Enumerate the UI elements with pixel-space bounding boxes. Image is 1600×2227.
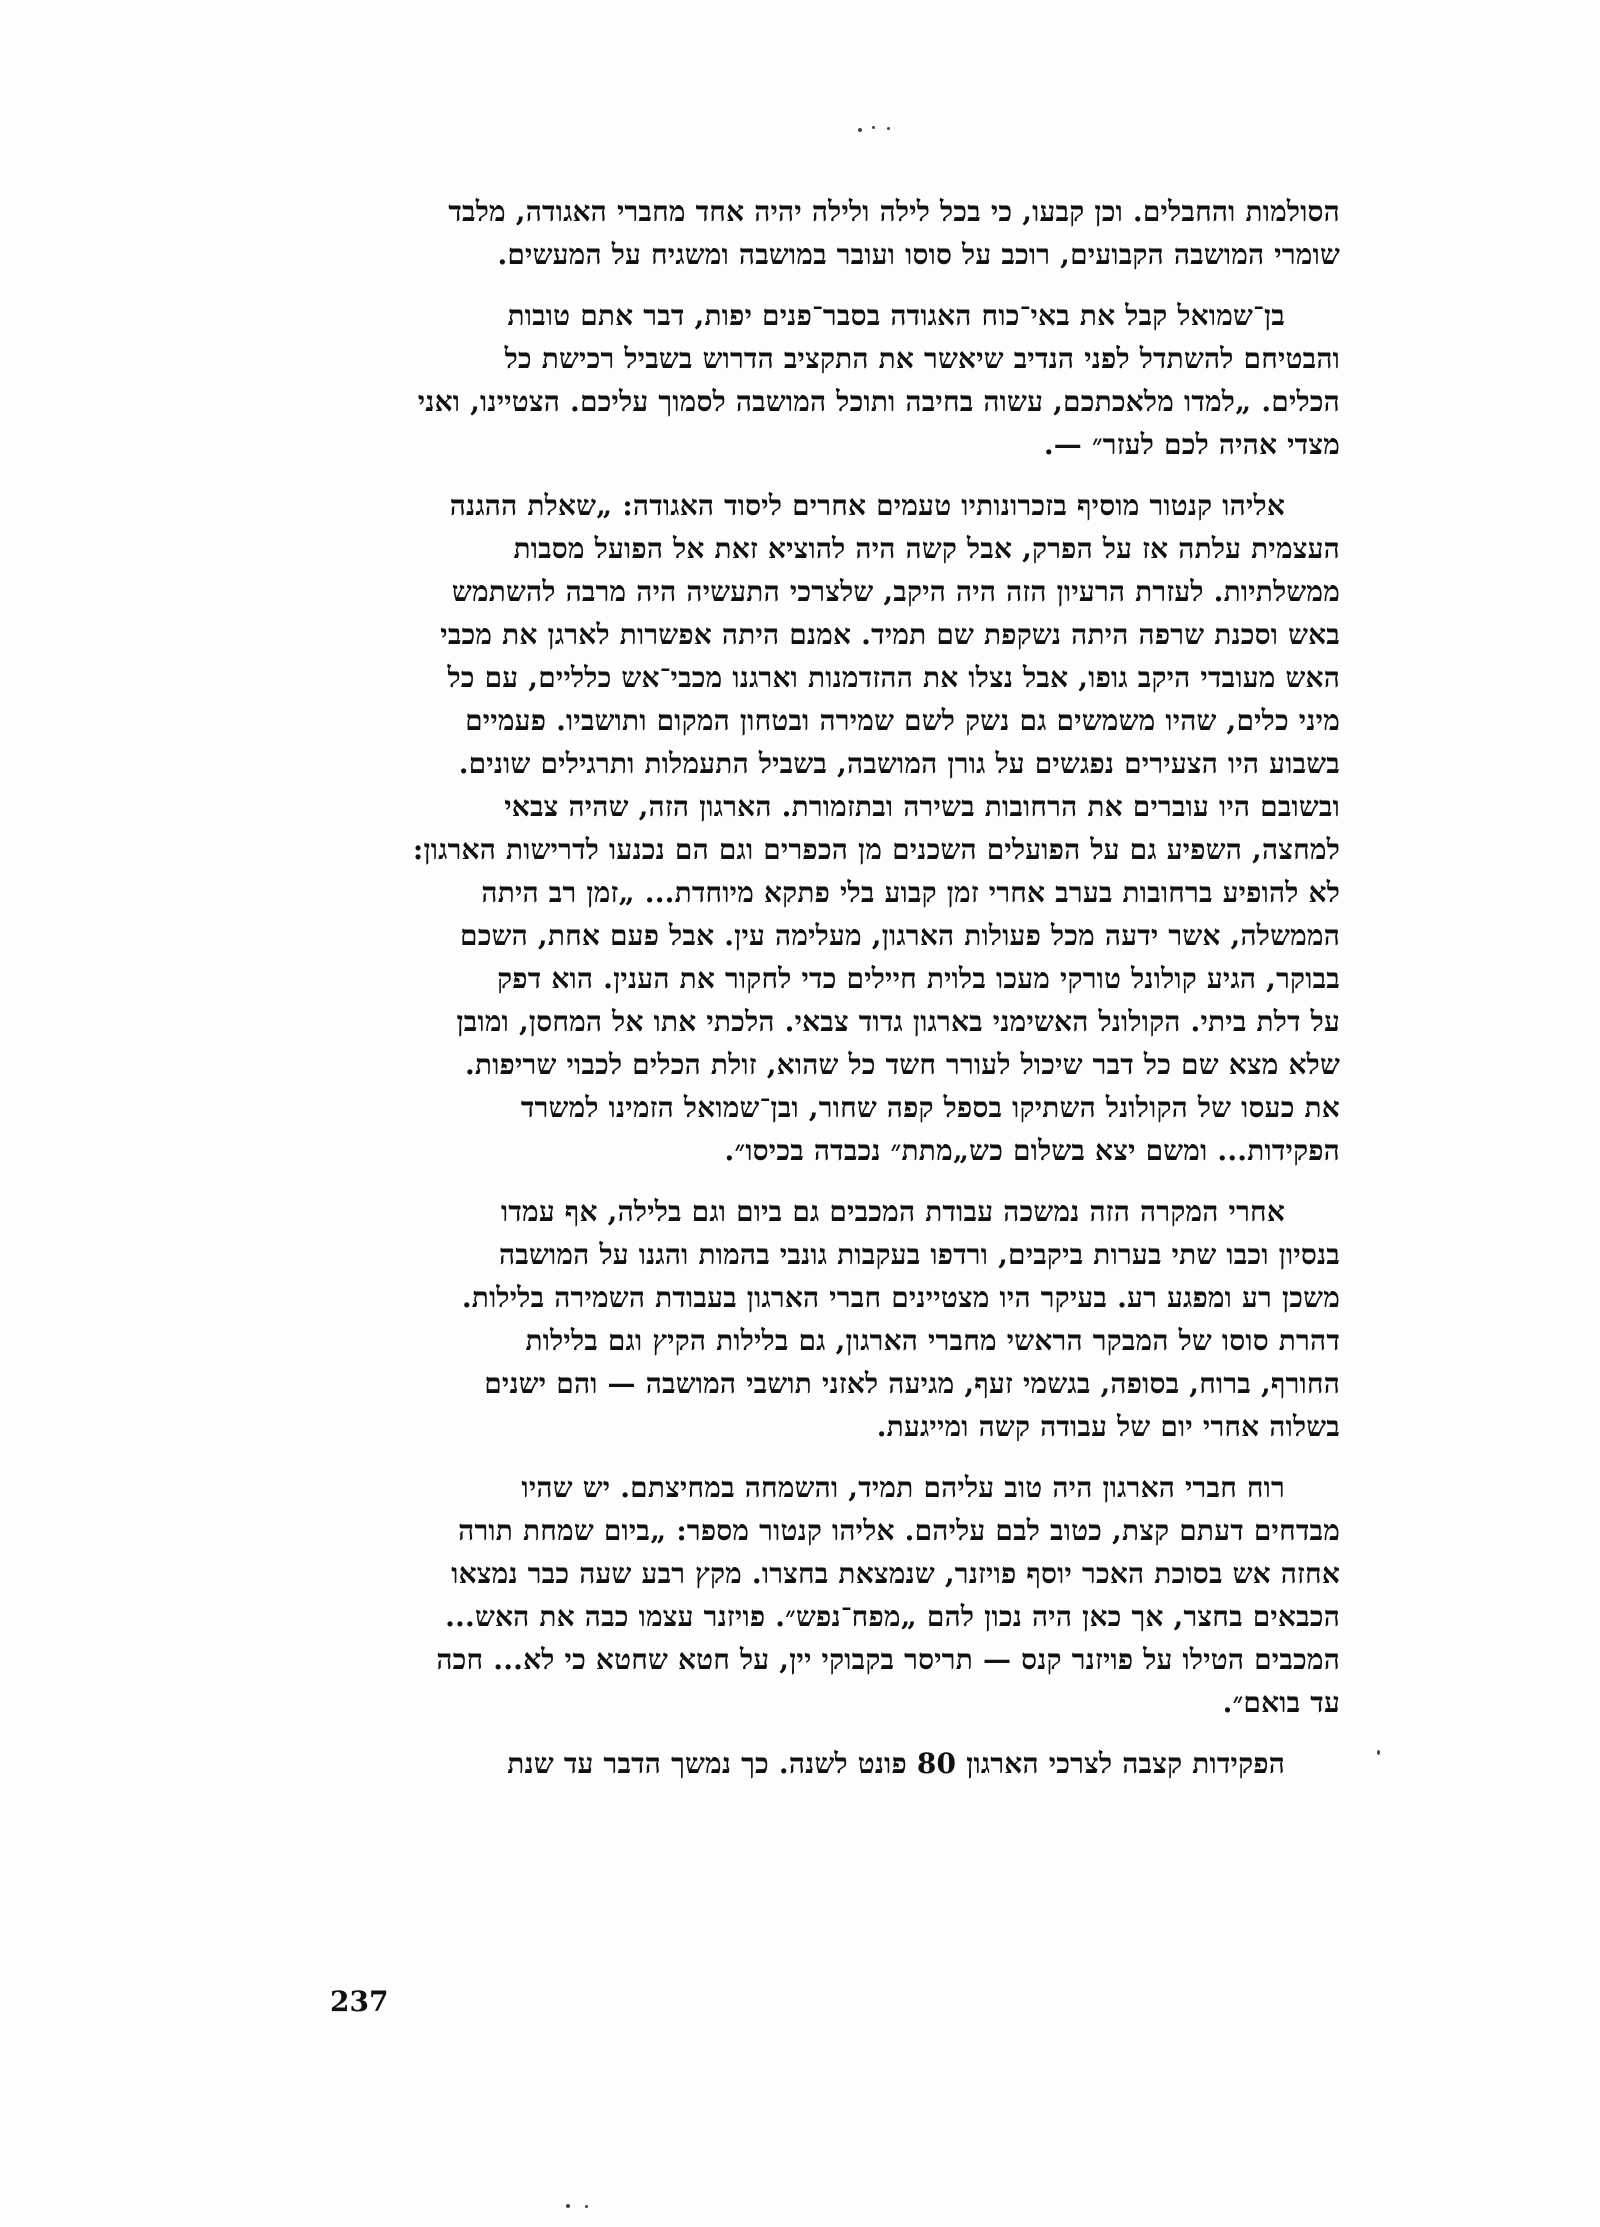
text-line: באש וסכנת שרפה היתה נשקפת שם תמיד. אמנם היתה אפשרות לארגן את מכבי (440, 618, 1340, 651)
text-line: המכבים הטילו על פויזנר קנס — תריסר בקבוקי יין, על חטא שחטא כי לא... חכה (436, 1643, 1340, 1676)
text-line: על דלת ביתי. הקולונל האשימני בארגון גדוד צבאי. הלכתי אתו אל המחסן, ומובן (456, 1005, 1340, 1038)
text-line: החורף, ברוח, בסופה, בגשמי זעף, מגיעה לאזני תושבי המושבה — והם ישנים (484, 1367, 1340, 1400)
text-line: מצדי אהיה לכם לעזר״ —. (1043, 428, 1340, 461)
text-line: שלא מצא שם כל דבר שיכול לעורר חשד כל שהוא, זולת הכלים לכבוי שריפות. (464, 1048, 1340, 1081)
scan-speck (1377, 1750, 1380, 1755)
text-line: למחצה, השפיע גם על הפועלים השכנים מן הכפרים וגם הם נכנעו לדרישות הארגון: (412, 833, 1340, 866)
text-line: לא להופיע ברחובות בערב אחרי זמן קבוע בלי פתקא מיוחדת... „זמן רב היתה (481, 876, 1340, 909)
text-line: הממשלה, אשר ידעה מכל פעולות הארגון, מעלימה עין. אבל פעם אחת, השכם (460, 919, 1340, 952)
text-line: אחרי המקרה הזה נמשכה עבודת המכבים גם ביום וגם בלילה, אף עמדו (500, 1195, 1285, 1228)
text-line: העצמית עלתה אז על הפרק, אבל קשה היה להוציא זאת אל הפועל מסבות (513, 532, 1340, 565)
scan-speck (858, 128, 862, 132)
text-line: בשלוה אחרי יום של עבודה קשה ומייגעת. (876, 1410, 1340, 1443)
text-line: שומרי המושבה הקבועים, רוכב על סוסו ועובר במושבה ומשגיח על המעשים. (497, 238, 1340, 271)
text-line: הפקידות קצבה לצרכי הארגון 80 פונט לשנה. כך נמשך הדבר עד שנת (507, 1747, 1285, 1780)
scan-speck (585, 2205, 588, 2208)
text-line: מיני כלים, שהיו משמשים גם נשק לשם שמירה ובטחון המקום ותושביו. פעמיים (465, 704, 1340, 737)
text-line: בשבוע היו הצעירים נפגשים על גורן המושבה, בשביל התעמלות ותרגילים שונים. (458, 747, 1340, 780)
text-line: ובשובם היו עוברים את הרחובות בשירה ובתזמורת. הארגון הזה, שהיה צבאי (504, 790, 1340, 823)
body-text (310, 190, 1340, 1785)
text-line: הכבאים בחצר, אך כאן היה נכון להם „מפח־נפש״. פויזנר עצמו כבה את האש... (445, 1600, 1340, 1633)
text-line: מבדחים דעתם קצת, כטוב לבם עליהם. אליהו קנטור מספר: „ביום שמחת תורה (458, 1514, 1340, 1547)
text-line: הכלים. „למדו מלאכתכם, עשוה בחיבה ותוכל המושבה לסמוך עליכם. הצטיינו, ואני (417, 385, 1340, 418)
text-line: אחזה אש בסוכת האכר יוסף פויזנר, שנמצאת בחצרו. מקץ רבע שעה כבר נמצאו (451, 1557, 1340, 1590)
text-line: בבוקר, הגיע קולונל טורקי מעכו בלוית חיילים כדי לחקור את הענין. הוא דפק (497, 962, 1340, 995)
text-line: דהרת סוסו של המבקר הראשי מחברי הארגון, גם בלילות הקיץ וגם בלילות (525, 1324, 1340, 1357)
text-line: הפקידות... ומשם יצא בשלום כש„מתת״ נכבדה בכיסו״. (724, 1134, 1340, 1167)
scan-speck (566, 2204, 570, 2208)
text-line: עד בואם״. (1222, 1686, 1340, 1719)
scan-speck (887, 127, 890, 130)
text-line: בן־שמואל קבל את באי־כוח האגודה בסבר־פנים יפות, דבר אתם טובות (507, 299, 1285, 332)
scan-speck (872, 126, 875, 129)
text-line: אליהו קנטור מוסיף בזכרונותיו טעמים אחרים ליסוד האגודה: „שאלת ההגנה (449, 489, 1285, 522)
text-line: והבטיחם להשתדל לפני הנדיב שיאשר את התקציב הדרוש בשביל רכישת כל (504, 342, 1340, 375)
page-number: 237 (330, 1985, 389, 2018)
text-line: את כעסו של הקולונל השתיקו בספל קפה שחור, ובן־שמואל הזמינו למשרד (520, 1091, 1340, 1124)
text-line: בנסיון וכבו שתי בערות ביקבים, ורדפו בעקבות גונבי בהמות והגנו על המושבה (499, 1238, 1340, 1271)
text-line: ממשלתיות. לעזרת הרעיון הזה היה היקב, שלצרכי התעשיה היה מרבה להשתמש (451, 575, 1340, 608)
text-line: רוח חברי הארגון היה טוב עליהם תמיד, והשמחה במחיצתם. יש שהיו (521, 1471, 1285, 1504)
text-line: משכן רע ומפגע רע. בעיקר היו מצטיינים חברי הארגון בעבודת השמירה בלילות. (461, 1281, 1340, 1314)
text-line: האש מעובדי היקב גופו, אבל נצלו את ההזדמנות וארגנו מכבי־אש כלליים, עם כל (447, 661, 1340, 694)
text-line: הסולמות והחבלים. וכן קבעו, כי בכל לילה ולילה יהיה אחד מחברי האגודה, מלבד (448, 195, 1340, 228)
